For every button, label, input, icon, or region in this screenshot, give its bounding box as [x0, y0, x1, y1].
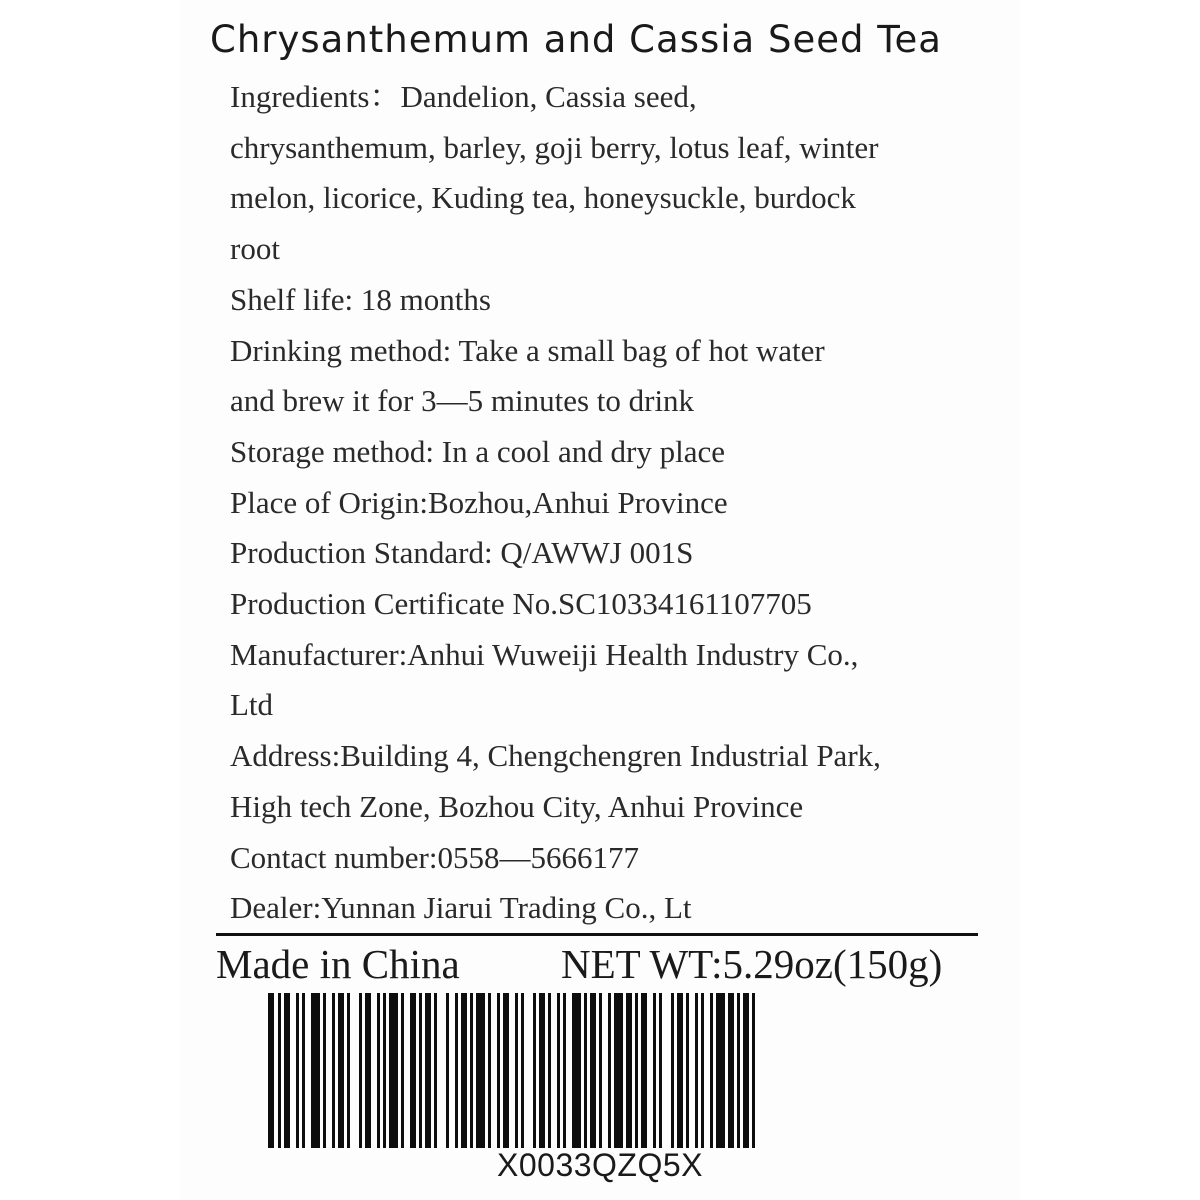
barcode-bar: [401, 993, 404, 1148]
barcode-bar: [268, 993, 274, 1148]
barcode-bar: [548, 993, 551, 1148]
barcode-bar: [455, 993, 458, 1148]
product-title: Chrysanthemum and Cassia Seed Tea: [210, 18, 942, 61]
barcode-bar: [503, 993, 509, 1148]
barcode-bar: [302, 993, 305, 1148]
divider-rule: [216, 933, 978, 936]
drinking-method-line-2: and brew it for 3—5 minutes to drink: [230, 383, 695, 419]
barcode-bar: [677, 993, 683, 1148]
barcode-bar: [389, 993, 398, 1148]
barcode-bar: [461, 993, 467, 1148]
barcode-bar: [557, 993, 560, 1148]
barcode-bar: [284, 993, 290, 1148]
barcode-bar: [572, 993, 581, 1148]
barcode-bar: [695, 993, 698, 1148]
barcode-bar: [539, 993, 545, 1148]
barcode-bar: [743, 993, 749, 1148]
barcode-number: X0033QZQ5X: [497, 1147, 703, 1183]
barcode-bar: [521, 993, 524, 1148]
ingredients-line-3: melon, licorice, Kuding tea, honeysuckle, burdock: [230, 180, 856, 216]
barcode-bar: [710, 993, 713, 1148]
barcode-bar: [347, 993, 350, 1148]
production-certificate: Production Certificate No.SC10334161107705: [230, 586, 812, 622]
dealer: Dealer:Yunnan Jiarui Trading Co., Lt: [230, 890, 692, 926]
barcode-bar: [323, 993, 326, 1148]
barcode-bar: [686, 993, 689, 1148]
barcode-bar: [497, 993, 500, 1148]
barcode-bar: [584, 993, 587, 1148]
barcode-bar: [332, 993, 335, 1148]
barcode-bar: [311, 993, 320, 1148]
barcode-bar: [599, 993, 602, 1148]
barcode-bar: [359, 993, 362, 1148]
manufacturer-line-2: Ltd: [230, 687, 274, 723]
barcode-bar: [716, 993, 725, 1148]
label-body: [230, 72, 1010, 934]
drinking-method-line-1: Drinking method: Take a small bag of hot water: [230, 332, 825, 368]
barcode-bar: [470, 993, 473, 1148]
ingredients-line-2: chrysanthemum, barley, goji berry, lotus leaf, winter: [230, 129, 879, 165]
barcode-bar: [278, 993, 281, 1148]
barcode-bar: [365, 993, 371, 1148]
barcode-bar: [590, 993, 596, 1148]
barcode-bar: [752, 993, 755, 1148]
barcode-bar: [671, 993, 674, 1148]
barcode-bar: [425, 993, 431, 1148]
barcode-bar: [419, 993, 422, 1148]
barcode-bar: [563, 993, 566, 1148]
barcode-bar: [737, 993, 740, 1148]
footer-line: [216, 940, 986, 994]
barcode-bar: [476, 993, 485, 1148]
barcode-bar: [614, 993, 623, 1148]
made-in-text: Made in China: [216, 941, 460, 987]
barcode-bar: [608, 993, 611, 1148]
barcode-bar: [434, 993, 437, 1148]
barcode-bar: [641, 993, 647, 1148]
address-line-1: Address:Building 4, Chengchengren Industrial Park,: [230, 738, 881, 774]
manufacturer-line-1: Manufacturer:Anhui Wuweiji Health Industry Co.,: [230, 636, 859, 672]
barcode-bar: [515, 993, 518, 1148]
ingredients-line-4: root: [230, 231, 280, 267]
barcode-bar: [377, 993, 380, 1148]
barcode-bar: [488, 993, 491, 1148]
barcode-bar: [659, 993, 662, 1148]
storage-method: Storage method: In a cool and dry place: [230, 433, 725, 469]
barcode-image: [268, 993, 918, 1148]
contact-number: Contact number:0558—5666177: [230, 839, 639, 875]
barcode-bar: [338, 993, 344, 1148]
production-standard: Production Standard: Q/AWWJ 001S: [230, 535, 694, 571]
barcode-bar: [296, 993, 299, 1148]
barcode-bar: [383, 993, 386, 1148]
barcode-bar: [635, 993, 638, 1148]
shelf-life: Shelf life: 18 months: [230, 281, 491, 317]
barcode-bar: [410, 993, 416, 1148]
ingredients-line-1: Ingredients：Dandelion, Cassia seed,: [230, 79, 697, 114]
product-label: [180, 0, 1020, 1200]
address-line-2: High tech Zone, Bozhou City, Anhui Province: [230, 788, 804, 824]
barcode-bar: [446, 993, 449, 1148]
place-of-origin: Place of Origin:Bozhou,Anhui Province: [230, 484, 728, 520]
barcode-bar: [653, 993, 656, 1148]
barcode-bar: [626, 993, 632, 1148]
barcode-bar: [701, 993, 704, 1148]
barcode-bar: [728, 993, 734, 1148]
barcode-bar: [533, 993, 536, 1148]
net-weight-text: NET WT:5.29oz(150g): [561, 941, 943, 987]
